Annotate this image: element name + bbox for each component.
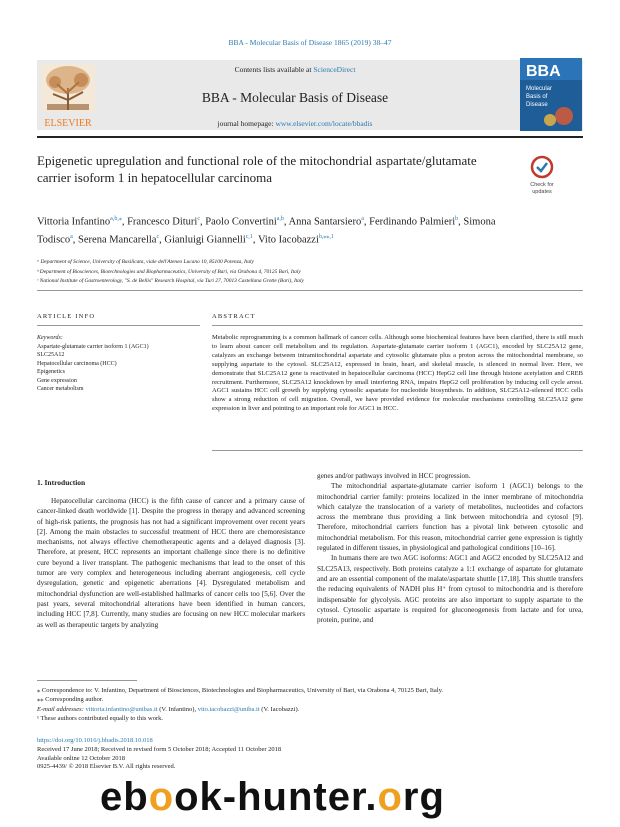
author-name[interactable]: , Simona Todisco [37, 216, 496, 246]
keywords-label: Keywords: [37, 335, 63, 341]
author-name[interactable]: , Ferdinando Palmieri [363, 216, 456, 228]
masthead-rule [37, 136, 583, 138]
watermark-text: o [377, 775, 403, 819]
body-column-right [317, 471, 583, 625]
journal-homepage [100, 119, 490, 128]
author-list [37, 212, 497, 248]
affiliations [37, 258, 583, 287]
footnote-correspondence: ⁎ Correspondence to: V. Infantino, Department of Biosciences, Biotechnologies and Biopharmaceutics, University of Bari, via Orabona 4, 70125 Bari, Italy. [37, 687, 444, 694]
author-name[interactable]: , Francesco Dituri [121, 216, 198, 228]
section-heading-introduction: 1. Introduction [37, 478, 86, 487]
elsevier-tree-icon [37, 60, 99, 130]
body-column-left [37, 496, 305, 630]
journal-name: BBA - Molecular Basis of Disease [201, 90, 389, 105]
svg-text:updates: updates [532, 189, 552, 195]
elsevier-logo [37, 60, 99, 130]
keyword: SLC25A12 [37, 352, 65, 358]
body-paragraph: The mitochondrial aspartate-glutamate carrier isoform 1 (AGC1) belongs to the mitochondrial carrier family: proteins localized in the inner membrane of mitochondria which catalyze the translocation of a variety of metabolites, nucleotides and cofactors across the membrane thus providing a link between mitochondria and cytosol [9]. Therefore, mitochondrial carriers function has a pivotal link between cytosolic and mitochondrial metabolism. For this reason, mitochondrial carrier gene expression is tightly regulated in different tissues, in physiological and pathological conditions [10–16]. [317, 482, 583, 553]
author-affil-marker[interactable]: c [156, 234, 160, 240]
author-name[interactable]: , Paolo Convertini [200, 216, 277, 228]
article-title: Epigenetic upregulation and functional role of the mitochondrial aspartate/glutamate carrier isoform 1 in hepatocellular carcinoma [37, 153, 477, 185]
homepage-link[interactable]: www.elsevier.com/locate/bbadis [275, 119, 373, 128]
article-info-heading: ARTICLE INFO [37, 313, 96, 320]
affiliation-c: ᶜ National Institute of Gastroenterology, "S. de Bellis" Research Hospital, via Turi 27, 70013 Castellana Grotte (Bari), Italy [37, 278, 304, 284]
author-name[interactable]: , Vito Iacobazzi [252, 234, 319, 246]
info-rule [37, 325, 200, 326]
footnotes [37, 686, 583, 724]
keyword: Gene expression [37, 377, 77, 384]
homepage-prefix: journal homepage: [217, 119, 274, 128]
svg-text:Check for: Check for [530, 182, 554, 188]
author-name[interactable]: , Anna Santarsiero [283, 216, 362, 228]
sciencedirect-link[interactable]: ScienceDirect [313, 65, 356, 74]
keyword: Epigenetics [37, 369, 65, 375]
watermark-text: o [148, 775, 175, 819]
email-owner: (V. Infantino), [159, 705, 197, 713]
abstract-end-rule [212, 450, 583, 451]
abstract-text: Metabolic reprogramming is a common hallmark of cancer cells. Although some biochemical features have been clarified, there is still much to learn about cancer cell metabolism and its regulation. Aspartate-glutamate carrier isoform 1 (AGC1), encoded by SLC25A12 gene, catalyzes an exchange between intramitochondrial aspartate and cytosolic glutamate plus a proton across the mitochondrial membrane, so supplying aspartate to the cytosol. SLC25A12, expressed in brain, heart, and skeletal muscle, is silenced in normal liver. Here, we demonstrate that SLC25A12 gene is reactivated in hepatocellular carcinoma (HCC) HepG2 cell line through histone acetylation and CREB recruitment. Furthermore, SLC25A12 knockdown by small interfering RNA, impairs HepG2 cell proliferation by inducing cell cycle arrest. AGC1 sustains HCC cell growth by supplying cytosolic aspartate for nucleotide biosynthesis. In addition, SLC25A12-silenced HCC cells show a strong reduction of cell migration. Overall, we have provided evidence for molecular mechanisms controlling SLC25A12 gene expression in liver and pointing to an important role for AGC1 in HCC. [212, 334, 583, 413]
publication-info [37, 737, 437, 772]
footnote-equal-contribution: ¹ These authors contributed equally to this work. [37, 715, 164, 723]
watermark [100, 775, 620, 827]
author-affil-marker[interactable]: c,1 [245, 234, 253, 240]
author-name[interactable]: , Gianluigi Giannelli [159, 234, 246, 246]
body-paragraph: genes and/or pathways involved in HCC progression. [317, 472, 471, 480]
affiliation-b: ᵇ Department of Biosciences, Biotechnologies and Biopharmaceutics, University of Bari, via Orabona 4, 70125 Bari, Italy [37, 268, 301, 275]
email-link[interactable]: vito.iacobazzi@uniba.it [197, 705, 260, 713]
author-affil-marker[interactable]: b,⁎⁎,1 [318, 234, 334, 240]
received-dates: Received 17 June 2018; Received in revised form 5 October 2018; Accepted 11 October 2018 [37, 745, 282, 753]
watermark-text: ok-hunter. [174, 775, 378, 819]
author-affil-marker[interactable]: c [197, 216, 201, 222]
journal-citation: BBA - Molecular Basis of Disease 1865 (2019) 38–47 [228, 38, 392, 47]
abstract-rule [212, 325, 583, 326]
elsevier-wordmark: ELSEVIER [44, 118, 92, 129]
copyright: 0925-4439/ © 2018 Elsevier B.V. All rights reserved. [37, 763, 176, 771]
author-affil-marker[interactable]: a [70, 234, 73, 240]
author-name[interactable]: , Serena Mancarella [72, 234, 157, 246]
author-name[interactable]: Vittoria Infantino [37, 216, 111, 228]
body-paragraph: Hepatocellular carcinoma (HCC) is the fifth cause of cancer and a primary cause of cancer-linked death worldwide [1]. Despite the progress in therapy and advanced screening of high-risk patients, the prognosis has not had a significant improvement over recent years [2]. Among the main obstacles to successful treatment of HCC there are chemoresistance mechanisms, not always effective chemotherapeutic agents and a delayed diagnosis [3]. Therefore, at present, HCC represents an important challenge since there is no definitive cure beyond a liver transplant. The pathogenic mechanisms that lead to the onset of this tumor are very complex and heterogeneous including aberrant angiogenesis, cell cycle dysregulation, genetic and epigenetic aberrations [4]. Dysregulated metabolism and mitochondrial dysfunction are well-established hallmarks of cancer cells too [5,6]. Over the past years, several mitochondrial alterations have been identified in human cancers, including HCC [7,8]. Currently, many studies are focusing on new HCC molecular markers as well as therapeutic targets by analyzing [37, 497, 305, 629]
body-paragraph: In humans there are two AGC isoforms: AGC1 and AGC2 encoded by SLC25A12 and SLC25A13, respectively. Both proteins catalyze a 1:1 exchange of aspartate for glutamate and are an essential component of the malate/aspartate shuttle [17,18]. This shuttle transfers the reducing equivalents of NADH plus H⁺ from cytosol to mitochondria and is therefore indispensable for glycolysis. AGC proteins are also important to supply aspartate to the cytosol. Cytosolic aspartate is required for gluconeogenesis from lactate and for urea, protein, purine, and [317, 554, 583, 625]
journal-cover-image [520, 58, 582, 131]
footnote-emails [37, 705, 583, 714]
doi-link[interactable]: https://doi.org/10.1016/j.bbadis.2018.10.018 [37, 737, 153, 744]
check-for-updates-badge[interactable] [520, 152, 564, 196]
author-affil-marker[interactable]: a [361, 216, 364, 222]
online-date: Available online 12 October 2018 [37, 754, 125, 762]
keywords-block [37, 334, 202, 394]
svg-text:Disease: Disease [526, 102, 548, 108]
affiliation-a: ᵃ Department of Science, University of Basilicata, viale dell'Ateneo Lucano 10, 85100 Potenza, Italy [37, 259, 254, 265]
watermark-text: eb [100, 775, 149, 819]
author-affil-marker[interactable]: b [455, 216, 459, 222]
author-affil-marker[interactable]: a,b [276, 216, 284, 222]
check-updates-icon [520, 152, 564, 196]
email-owner: (V. Iacobazzi). [261, 705, 300, 713]
svg-text:Basis of: Basis of [526, 94, 548, 100]
keyword: Hepatocellular carcinoma (HCC) [37, 360, 117, 367]
svg-text:BBA: BBA [526, 63, 561, 80]
section-rule [37, 290, 583, 291]
keyword: Cancer metabolism [37, 386, 84, 392]
email-link[interactable]: vittoria.infantino@unibas.it [85, 705, 158, 713]
footnote-rule [37, 680, 137, 681]
footnote-corresponding-author: ⁎⁎ Corresponding author. [37, 696, 104, 704]
abstract-heading: ABSTRACT [212, 313, 256, 320]
email-label: E-mail addresses: [37, 705, 84, 713]
contents-prefix: Contents lists available at [234, 65, 312, 74]
svg-text:Molecular: Molecular [526, 86, 553, 92]
author-affil-marker[interactable]: a,b,⁎ [110, 216, 122, 222]
keyword: Aspartate-glutamate carrier isoform 1 (AGC1) [37, 343, 149, 350]
watermark-text: rg [402, 775, 445, 819]
contents-available [100, 65, 490, 74]
